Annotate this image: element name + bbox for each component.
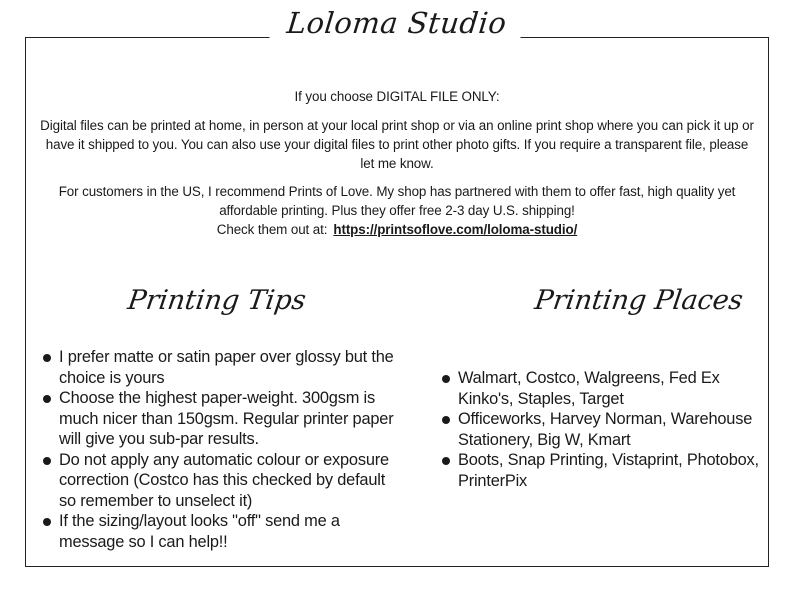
brand-logo-text: Loloma Studio	[269, 6, 524, 40]
tip-item: Do not apply any automatic colour or exposure correction (Costco has this checked by default so remember to unselect it)	[43, 450, 398, 512]
tip-item: Choose the highest paper-weight. 300gsm is much nicer than 150gsm. Regular printer paper will give you sub-par results.	[43, 388, 398, 450]
intro-section	[40, 87, 754, 248]
intro-heading: If you choose DIGITAL FILE ONLY:	[294, 89, 500, 104]
intro-paragraph-us-customers: For customers in the US, I recommend Prints of Love. My shop has partnered with them to offer fast, high quality yet affordable printing. Plus they offer free 2-3 day U.S. shipping!	[58, 184, 736, 218]
prints-of-love-link[interactable]: https://printsoflove.com/loloma-studio/	[333, 222, 578, 237]
place-item: Officeworks, Harvey Norman, Warehouse Stationery, Big W, Kmart	[442, 409, 762, 450]
printing-tips-title: Printing Tips	[125, 285, 308, 316]
intro-paragraph-digital-files: Digital files can be printed at home, in person at your local print shop or via an online print shop where you can pick it up or have it shipped to you. You can also use your digital files to print other photo gifts. If you require a transparent file, please let me know.	[40, 118, 754, 171]
link-prefix: Check them out at:	[216, 222, 328, 237]
place-item: Walmart, Costco, Walgreens, Fed Ex Kinko's, Staples, Target	[442, 368, 762, 409]
place-item: Boots, Snap Printing, Vistaprint, Photobox, PrinterPix	[442, 450, 762, 491]
intro-link-line	[40, 220, 754, 239]
tip-item: I prefer matte or satin paper over glossy but the choice is yours	[43, 347, 398, 388]
tip-item: If the sizing/layout looks "off" send me a message so I can help!!	[43, 511, 398, 552]
printing-tips-list	[43, 347, 398, 552]
brand-header	[0, 6, 794, 40]
printing-places-title: Printing Places	[532, 285, 745, 316]
printing-places-list	[442, 368, 762, 491]
